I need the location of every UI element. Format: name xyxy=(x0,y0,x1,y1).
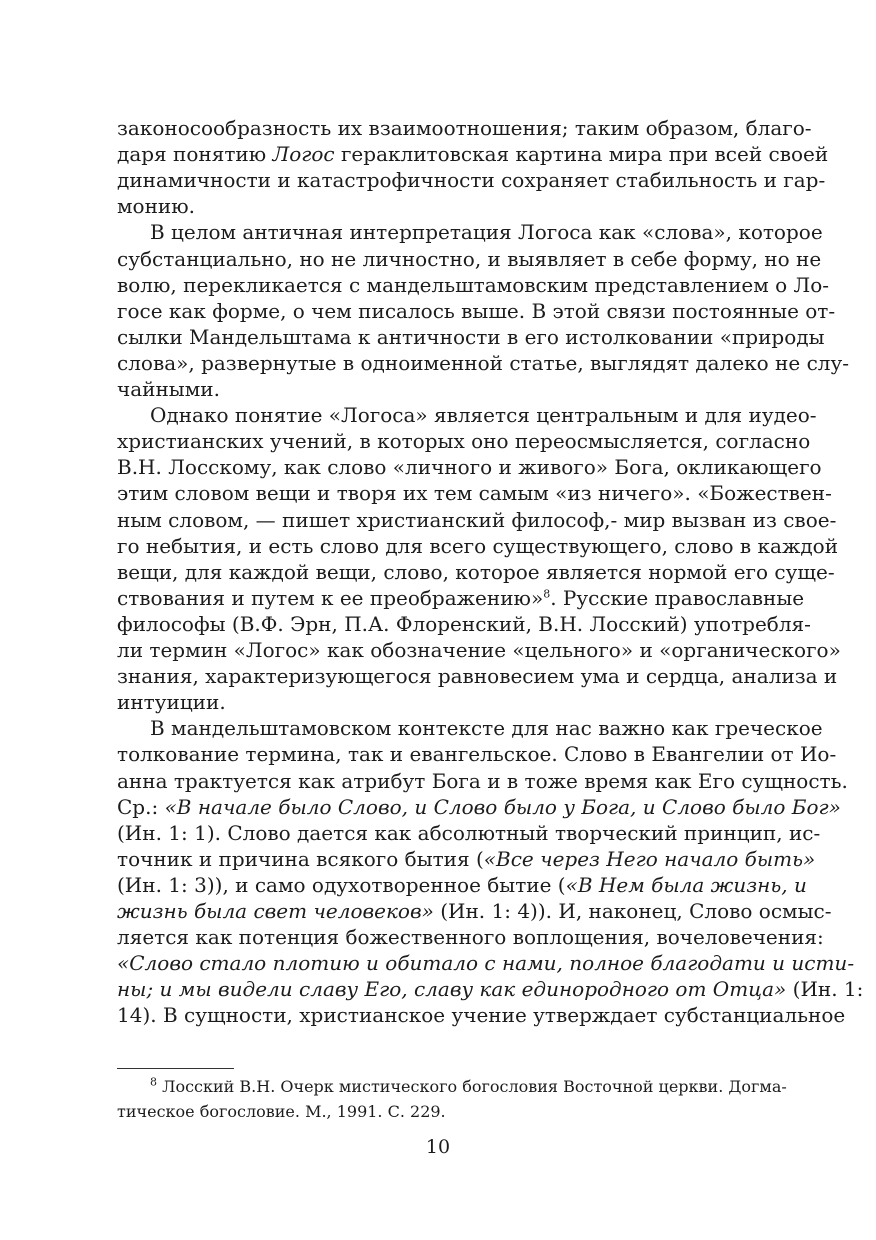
text-span: ным словом, — пишет христианский философ,- мир вызван из свое- xyxy=(117,507,837,532)
italic-text: Логос xyxy=(272,142,335,167)
text-line xyxy=(117,1002,846,1028)
text-line xyxy=(117,846,816,872)
text-line xyxy=(150,219,823,245)
text-line xyxy=(150,715,823,741)
text-span: слова», развернутые в одноименной статье, выглядят далеко не слу- xyxy=(117,350,850,375)
text-span: ствования и путем к ее преображению» xyxy=(117,585,544,610)
text-span: Ср.: xyxy=(117,794,165,819)
text-span: чайными. xyxy=(117,377,220,401)
text-span: гераклитовская картина мира при всей своей xyxy=(334,142,829,167)
text-span: волю, перекликается с мандельштамовским представлением о Ло- xyxy=(117,272,830,297)
text-span: 14). В сущности, христианское учение утверждает субстанциальное xyxy=(117,1003,846,1028)
italic-text: «В начале было Слово, и Слово было у Бога, и Слово было Бог» xyxy=(164,794,841,819)
text-line xyxy=(117,480,832,506)
text-span: даря понятию xyxy=(117,142,273,167)
text-span: толкование термина, так и евангельское. Слово в Евангелии от Ио- xyxy=(117,742,837,767)
text-line xyxy=(117,376,777,402)
text-line xyxy=(117,898,832,924)
text-line xyxy=(117,167,826,193)
text-span: (Ин. 1: 1). Слово дается как абсолютный творческий принцип, ис- xyxy=(117,820,821,845)
text-span: тическое богословие. М., 1991. С. 229. xyxy=(117,1102,446,1121)
text-line xyxy=(117,428,811,454)
text-line xyxy=(117,298,836,324)
text-line xyxy=(117,350,850,376)
text-line xyxy=(117,820,821,846)
text-line xyxy=(117,950,855,976)
text-line xyxy=(117,768,848,794)
text-span: го небытия, и есть слово для всего существующего, слово в каждой xyxy=(117,533,839,558)
text-line xyxy=(117,689,777,715)
italic-text: ны; и мы видели славу Его, славу как единородного от Отца» xyxy=(117,977,787,1002)
text-line xyxy=(117,794,841,820)
text-span: Лосский В.Н. Очерк мистического богословия Восточной церкви. Догма- xyxy=(157,1077,787,1096)
text-line xyxy=(117,585,805,611)
footnote-marker: 8 xyxy=(150,1075,157,1089)
text-span: точник и причина всякого бытия ( xyxy=(117,846,484,871)
text-line xyxy=(117,246,822,272)
text-span: госе как форме, о чем писалось выше. В этой связи постоянные от- xyxy=(117,298,836,323)
text-span: монию. xyxy=(117,194,196,219)
text-span: законосообразность их взаимоотношения; таким образом, благо- xyxy=(117,116,812,140)
text-line xyxy=(117,741,837,767)
text-span: анна трактуется как атрибут Бога и в тоже время как Его сущность. xyxy=(117,768,848,793)
text-span: В целом античная интерпретация Логоса как «слова», которое xyxy=(150,220,823,245)
text-span: вещи, для каждой вещи, слово, которое является нормой его суще- xyxy=(117,559,835,584)
text-line xyxy=(117,193,777,219)
italic-text: «Слово стало плотию и обитало с нами, полное благодати и исти- xyxy=(117,951,855,976)
text-span: динамичности и катастрофичности сохраняет стабильность и гар- xyxy=(117,168,826,193)
text-line xyxy=(117,272,830,298)
text-span: христианских учений, в которых оно переосмысляется, согласно xyxy=(117,429,811,454)
footnote-line xyxy=(117,1101,777,1123)
text-span: философы (В.Ф. Эрн, П.А. Флоренский, В.Н. Лосский) употребля- xyxy=(117,611,811,636)
text-line xyxy=(117,611,811,637)
footnote-marker: 8 xyxy=(543,587,551,601)
text-line xyxy=(117,924,824,950)
italic-text: «Все через Него начало быть» xyxy=(483,846,816,871)
italic-text: «В Нем была жизнь, и xyxy=(565,872,807,897)
text-line xyxy=(117,324,825,350)
text-line xyxy=(117,141,829,167)
text-span: ляется как потенция божественного воплощения, вочеловечения: xyxy=(117,925,824,950)
text-line xyxy=(117,454,822,480)
text-line xyxy=(117,663,838,689)
text-line xyxy=(117,976,864,1002)
text-span: В.Н. Лосскому, как слово «личного и живого» Бога, окликающего xyxy=(117,455,822,480)
text-span: (Ин. 1: 3)), и само одухотворенное бытие ( xyxy=(117,872,566,897)
text-line xyxy=(117,115,812,141)
text-span: (Ин. 1: xyxy=(786,977,864,1002)
text-span: ли термин «Логос» как обозначение «цельного» и «органического» xyxy=(117,638,841,662)
text-span: Однако понятие «Логоса» является центральным и для иудео- xyxy=(150,403,817,428)
italic-text: жизнь была свет человеков» xyxy=(117,899,434,923)
text-line xyxy=(117,533,839,559)
text-span: этим словом вещи и творя их тем самым «из ничего». «Божествен- xyxy=(117,481,832,506)
text-span: интуиции. xyxy=(117,690,226,715)
text-line xyxy=(150,402,817,428)
text-line xyxy=(117,559,835,585)
text-span: (Ин. 1: 4)). И, наконец, Слово осмыс- xyxy=(433,899,832,923)
text-line xyxy=(117,507,837,533)
text-line xyxy=(117,872,807,898)
page-number: 10 xyxy=(425,1136,451,1158)
footnote-line xyxy=(150,1075,787,1098)
text-span: субстанциально, но не личностно, и выявляет в себе форму, но не xyxy=(117,246,822,271)
text-line xyxy=(117,637,841,663)
text-span: знания, характеризующегося равновесием ума и сердца, анализа и xyxy=(117,664,838,689)
footnote-separator xyxy=(117,1068,234,1069)
text-span: В мандельштамовском контексте для нас важно как греческое xyxy=(150,716,823,741)
text-span: сылки Мандельштама к античности в его истолковании «природы xyxy=(117,324,825,349)
text-span: . Русские православные xyxy=(550,585,805,610)
